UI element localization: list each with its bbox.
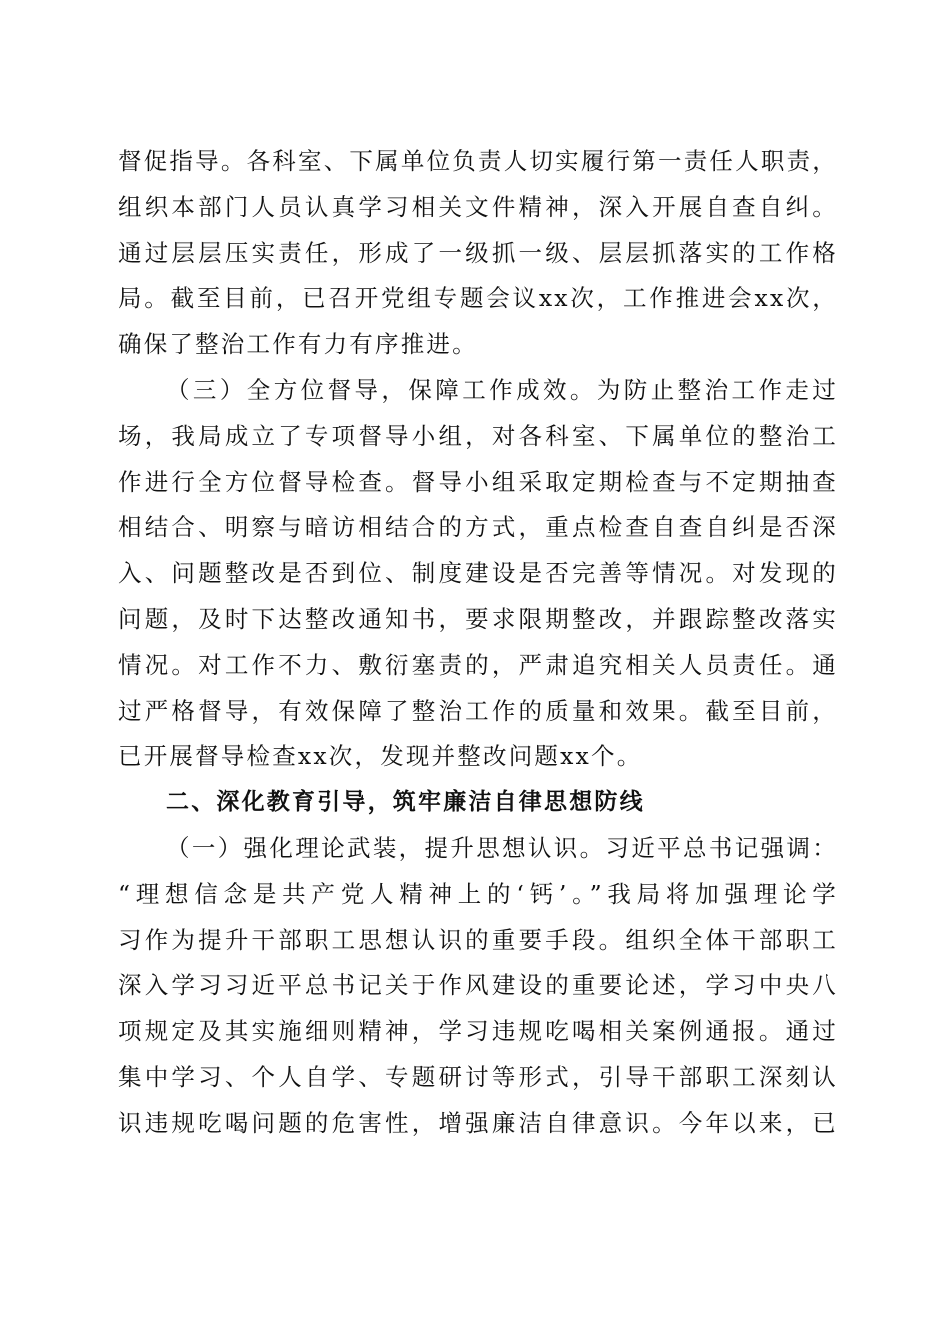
text-line: 作进行全方位督导检查。督导小组采取定期检查与不定期抽查 [118,467,838,496]
text-line: 场，我局成立了专项督导小组，对各科室、下属单位的整治工 [118,421,838,450]
text-line: 入、问题整改是否到位、制度建设是否完善等情况。对发现的 [118,559,838,588]
text-line: 集中学习、个人自学、专题研讨等形式，引导干部职工深刻认 [118,1062,838,1091]
text-line: 督促指导。各科室、下属单位负责人切实履行第一责任人职责， [118,147,838,175]
subsection-heading-line: （一）强化理论武装，提升思想认识。习近平总书记强调： [166,833,838,862]
text-line: 通过层层压实责任，形成了一级抓一级、层层抓落实的工作格 [118,238,838,267]
text-line: 确保了整治工作有力有序推进。 [118,330,478,359]
text-line: 已开展督导检查xx次，发现并整改问题xx个。 [118,742,643,771]
document-body [118,139,838,1147]
subsection-heading-line: （三）全方位督导，保障工作成效。为防止整治工作走过 [166,375,838,404]
text-line: 相结合、明察与暗访相结合的方式，重点检查自查自纠是否深 [118,513,838,542]
text-line: 深入学习习近平总书记关于作风建设的重要论述，学习中央八 [118,971,838,1000]
text-line: “理想信念是共产党人精神上的‘钙’。”我局将加强理论学 [118,879,838,908]
text-line: 习作为提升干部职工思想认识的重要手段。组织全体干部职工 [118,925,838,954]
text-line: 情况。对工作不力、敷衍塞责的，严肃追究相关人员责任。通 [118,650,838,679]
text-line: 问题，及时下达整改通知书，要求限期整改，并跟踪整改落实 [118,604,838,633]
text-line: 组织本部门人员认真学习相关文件精神，深入开展自查自纠。 [118,192,838,221]
section-heading: 二、深化教育引导，筑牢廉洁自律思想防线 [166,789,645,816]
text-line: 过严格督导，有效保障了整治工作的质量和效果。截至目前， [118,696,838,725]
text-line: 识违规吃喝问题的危害性，增强廉洁自律意识。今年以来，已 [118,1108,838,1137]
text-line: 局。截至目前，已召开党组专题会议xx次，工作推进会xx次， [118,284,838,313]
text-line: 项规定及其实施细则精神，学习违规吃喝相关案例通报。通过 [118,1017,838,1046]
